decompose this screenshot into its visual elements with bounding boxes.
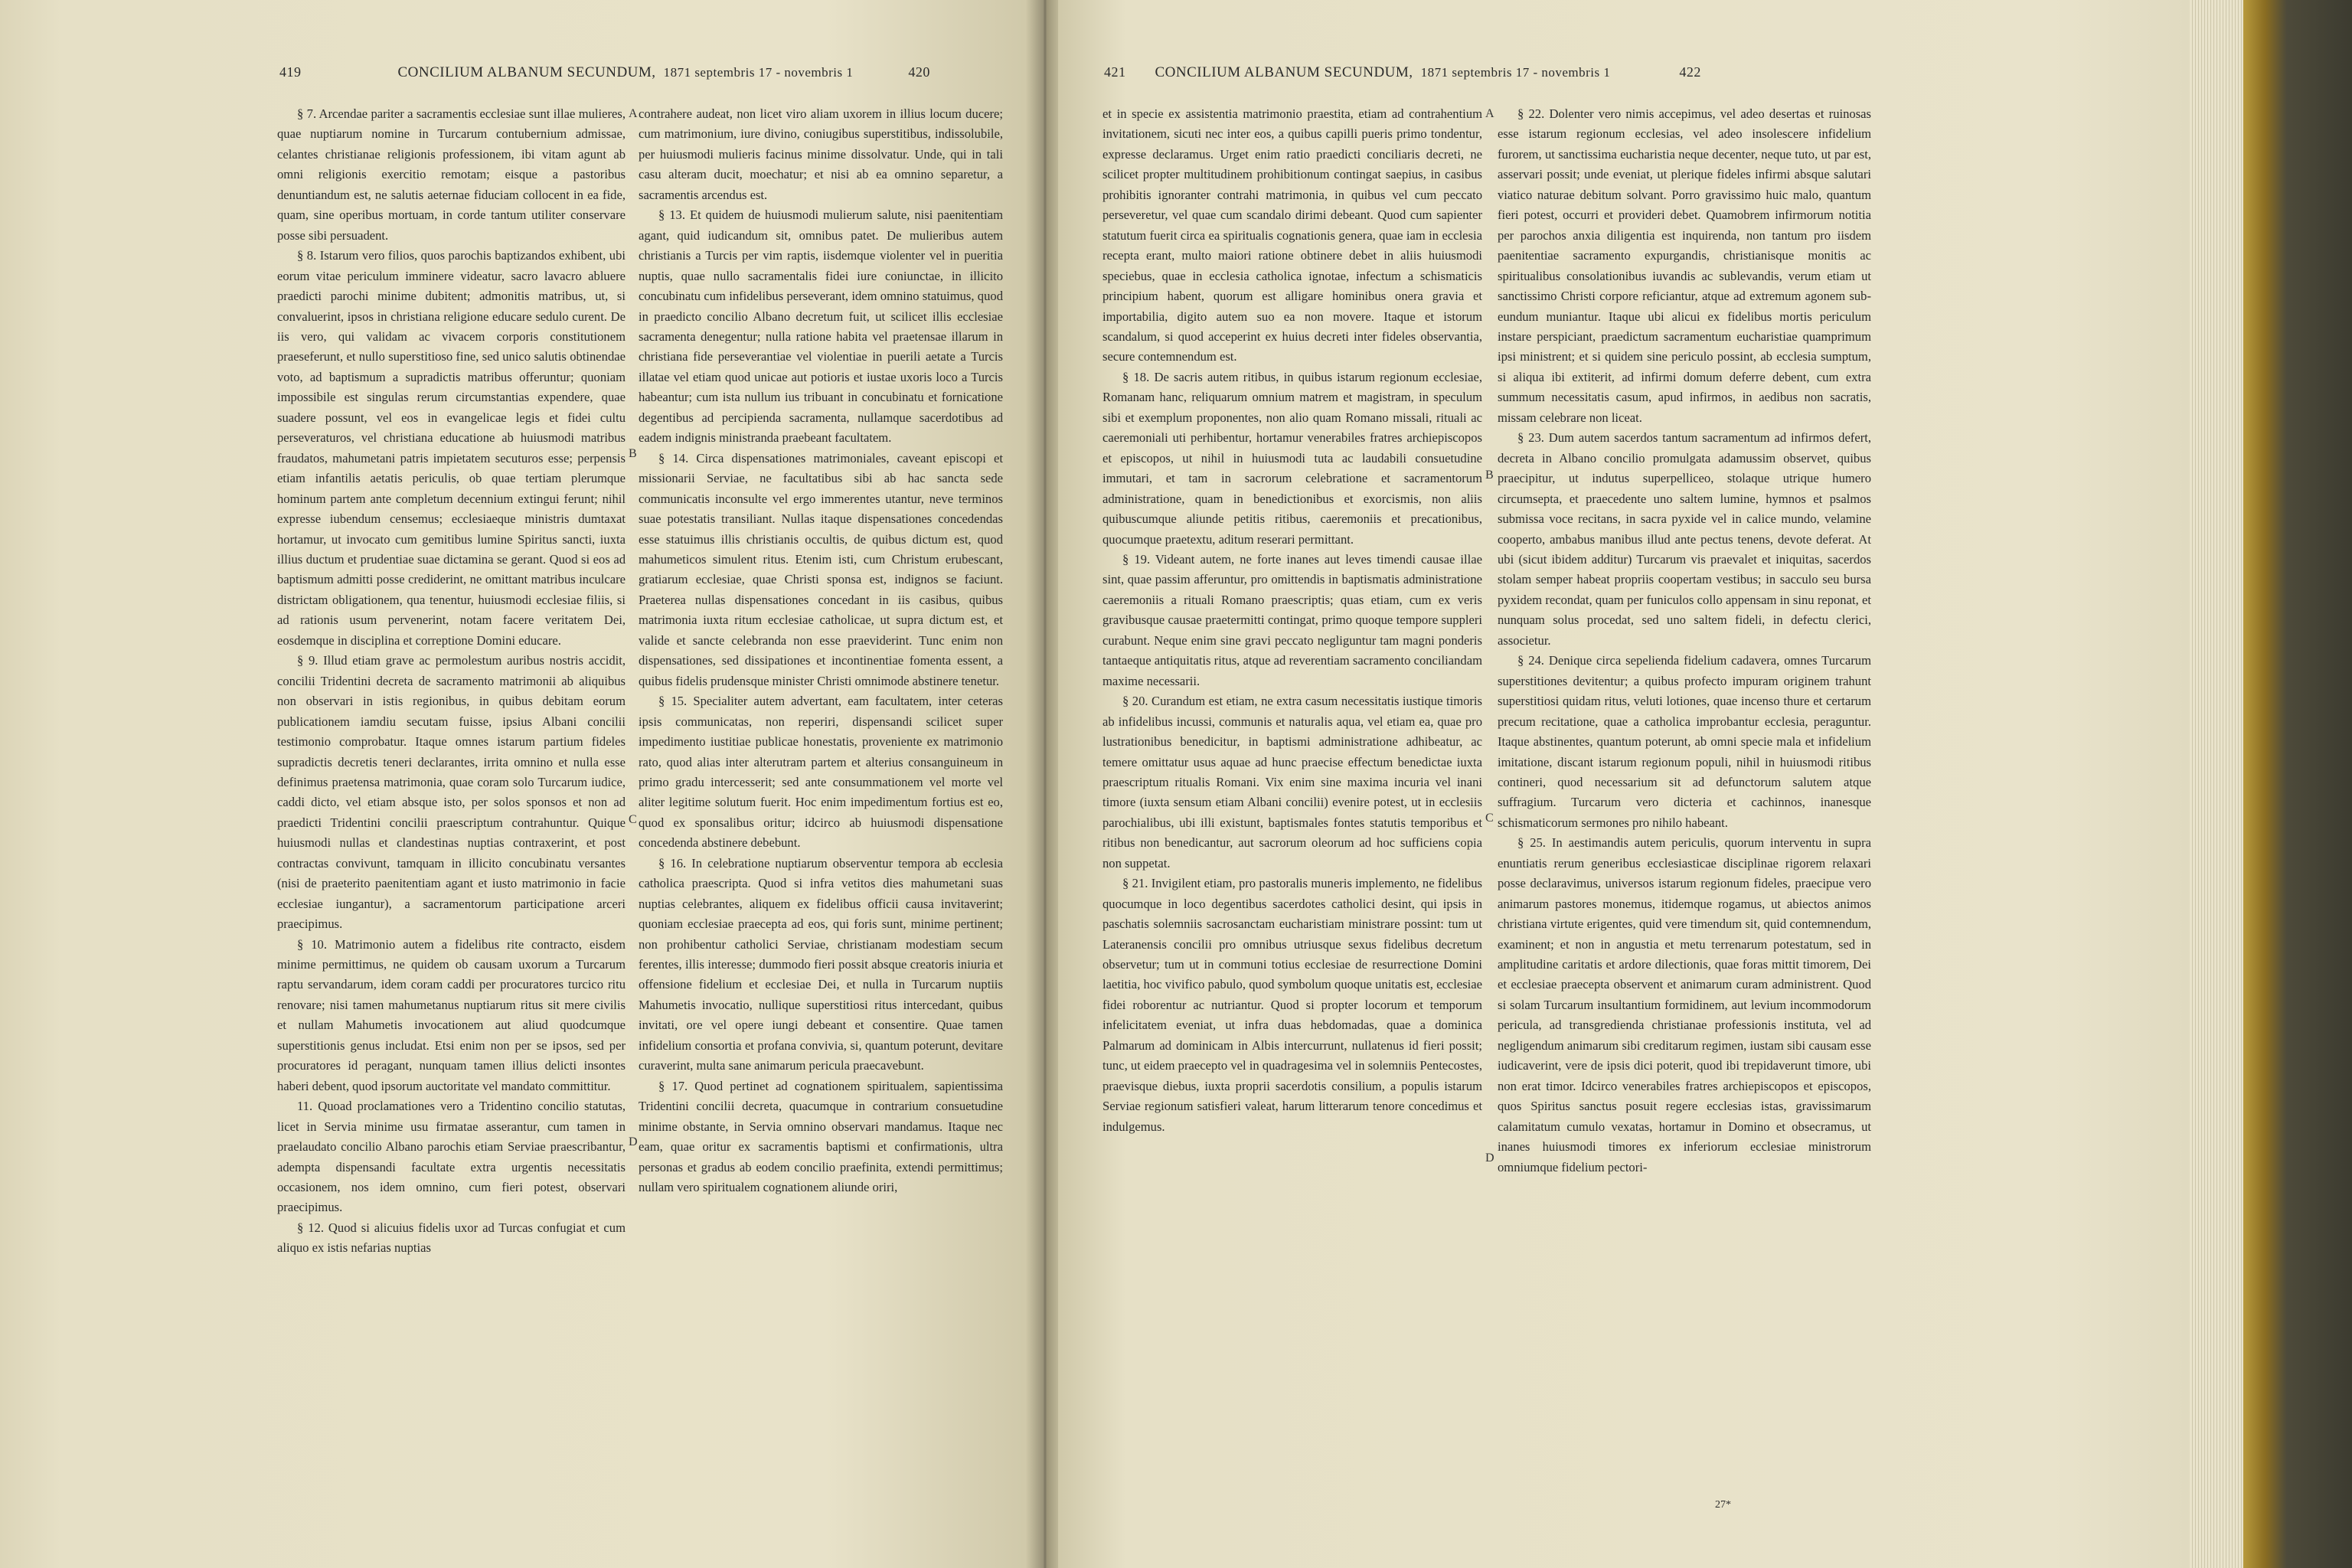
running-dates-right: 1871 septembris 17 - novembris 1 <box>1420 65 1611 80</box>
paragraph: § 25. In aestimandis autem periculis, quorum interventu in supra enuntiatis rerum generibus ecclesiasticae disciplinae rigorem relaxari posse declaravimus, universos istarum regionum fideles, praecipue vero animarum pastores monemus, itidemque rogamus, ut abiectos animos christiana virtute erigentes, quid vere timendum sit, quid contemnendum, examinent; et non in angustia et metu terrenarum potestatum, sed in amplitudine caritatis et ardore dilectionis, quae foras mittit timorem, Dei et ecclesiae praecepta observent et animarum curam administrent. Quod si solam Turcarum insultantium formidinem, aut levium incommodorum pericula, ad transgredienda christianae professionis instituta, vel ad negligendum animarum sibi creditarum regimen, iustam sibi causam esse iudicaverint, vere de ipsis dici poterit, quod ibi trepidaverunt timore, ubi non erat timor. Idcirco venerabiles fratres archiepiscopos et episcopos, quos Spiritus sanctus posuit regere ecclesias istas, gravissimarum calamitatum cumulo vexatas, hortamur in Domino et obsecramus, ut inanes huiusmodi timores ex inferiorum ecclesiae ministrorum omniumque fidelium pectori- <box>1498 835 1871 1174</box>
paragraph: 11. Quoad proclamationes vero a Tridentino concilio statutas, licet in Servia minime usu firmatae asserantur, cum tamen in praelaudato concilio Albano parochis etiam Serviae praescribantur, adempta dispensandi facultate extra urgentis necessitatis occasionem, nos idem omnino, cum fieri potest, observari praecipimus. <box>277 1099 626 1215</box>
paragraph: § 8. Istarum vero filios, quos parochis baptizandos exhibent, ubi eorum vitae periculum imminere videatur, sacro lavacro abluere praedicti parochi minime dubitent; admonitis matribus, ut, si convaluerint, ipsos in christiana religione educare sedulo curent. De iis vero, qui validam ac vivacem corporis constitutionem praeseferunt, et nullo superstitioso fine, sed unico salutis obtinendae voto, ad baptismum a supradictis matribus offeruntur; quoniam impossibile est singulas rerum circumstantias expendere, quae suadere possunt, vel eos in evangelicae legis et fidei cultu perseveraturos, vel christiana educatione ab huiusmodi matribus fraudatos, mahumetani patris impietatem secuturos esse; perpensis etiam infantilis aetatis periculis, ob quae tertiam plerumque hominum partem ante completum decennium extingui ferunt; nihil expresse iubendum censemus; ecclesiaeque ministris dumtaxat hortamur, ut invocato cum gemitibus lumine Spiritus sancti, iuxta illius ductum et prudentiae suae dictamina se gerant. Quod si eos ad baptismum admitti posse crediderint, ne omittant matribus inculcare districtam obligationem, qua tenentur, huiusmodi ecclesiae filiis, si ad rationis usum pervenerint, notam facere veritatem Dei, eosdemque in disciplina et correptione Domini educare. <box>277 248 626 648</box>
right-page <box>1058 0 2190 1568</box>
running-title: CONCILIUM ALBANUM SECUNDUM, <box>397 64 656 80</box>
left-column-a <box>277 104 626 1259</box>
running-dates: 1871 septembris 17 - novembris 1 <box>663 65 854 80</box>
left-column-b <box>639 104 1003 1197</box>
paragraph: § 18. De sacris autem ritibus, in quibus istarum regionum ecclesiae, Romanam hanc, reliquarum omnium matrem et magistram, in speculum sibi et exemplum proponentes, non alio quam Romano missali, rituali ac caeremoniali uti perhibentur, hortamur venerabiles fratres archiepiscopos et episcopos, ut nihil in huiusmodi tuta ac laudabili consuetudine immutari, et tam in sacrorum celebratione et sacramentorum administratione, quam in benedictionibus et exorcismis, non aliis quibuscumque aliunde petitis ritibus, caeremoniis et precationibus, quocumque praetextu, aditum reserari permittant. <box>1102 369 1482 547</box>
paragraph: § 20. Curandum est etiam, ne extra casum necessitatis iustique timoris ab infidelibus incussi, communis et naturalis aqua, vel etiam ea, quae pro lustrationibus benedicitur, in baptismi administratione adhibeatur, ac temere omittatur usus aquae ad hunc praecise effectum benedictae iuxta praescriptum ritualis Romani. Vix enim sine maxima incuria vel inani timore (iuxta sensum etiam Albani concilii) evenire potest, ut in ecclesiis parochialibus, ubi illi existunt, baptismales fontes statutis temporibus et ritibus non benedicantur, aut sacrorum oleorum ad hoc sufficiens copia non suppetat. <box>1102 694 1482 871</box>
paragraph: § 21. Invigilent etiam, pro pastoralis muneris implemento, ne fidelibus quocumque in loco degentibus sacerdotes catholici desint, qui ipsis in paschatis solemniis sacrosanctam eucharistiam ministrare possint: tum ut Lateranensis concilii pro omnibus utriusque sexus fidelibus decretum observetur; tum ut in communi totius ecclesiae de resurrectione Domini laetitia, hoc vivifico pabulo, quod symbolum quoque unitatis est, ecclesiae fidei roborentur ac nutriantur. Quod si propter locorum et temporum infelicitatem eveniat, ut infra duas hebdomadas, quae a dominica Palmarum ad dominicam in Albis intercurrunt, nullatenus id fieri possit; tunc, ut eidem praecepto vel in quadragesima vel in solemniis Pentecostes, praevisque diebus, iuxta proprii sacerdotis consilium, a populis istarum Serviae regionum satisfieri valeat, harum litterarum tenore concedimus et indulgemus. <box>1102 876 1482 1134</box>
left-running-head <box>279 64 969 81</box>
paragraph: § 24. Denique circa sepelienda fidelium cadavera, omnes Turcarum superstitiones devitentur; a quibus profecto impuram originem trahunt superstitiosi quidam ritus, veluti lotiones, quae incenso thure et certarum precum recitatione, quae a catholica improbantur ecclesia, peraguntur. Itaque abstinentes, quantum poterunt, ab omni specie mala et infidelium imitatione, discant istarum regionum populi, nihil in huiusmodi ritibus contineri, quod necessarium sit ad defunctorum salutem atque suffragium. Turcarum vero dicteria et cachinnos, inanesque schismaticorum sermones pro nihilo habeant. <box>1498 653 1871 830</box>
margin-letter-b-right: B <box>1485 469 1494 482</box>
margin-letter-a: A <box>629 107 638 120</box>
right-column-a <box>1102 104 1482 1137</box>
margin-letter-d-right: D <box>1485 1152 1494 1165</box>
paragraph: contrahere audeat, non licet viro aliam uxorem in illius locum ducere; cum matrimonium, iure divino, coniugibus superstitibus, indissolubile, per huiusmodi mulieris facinus minime dissolvatur. Unde, qui in tali casu alteram ducit, moechatur; et nisi ab ea omnino separetur, a sacramentis arcendus est. <box>639 106 1003 202</box>
margin-letter-c: C <box>629 813 637 826</box>
paragraph: § 22. Dolenter vero nimis accepimus, vel adeo desertas et ruinosas esse istarum regionum ecclesias, vel adeo insolescere infidelium furorem, ut sanctissima eucharistia neque decenter, neque tuto, ut par est, asservari possit; unde eveniat, ut plerique fideles infirmi absque salutari viatico naturae debitum solvant. Porro gravissimo huic malo, quantum fieri potest, occurri et provideri debet. Quamobrem infirmorum notitia per parochos anxia diligentia est inquirenda, non tantum pro iisdem paenitentiae sacramento expurgandis, christianisque monitis ac spiritualibus consolationibus iuvandis ac sublevandis, verum etiam ut sanctissimo Christi corpore reficiantur, atque ad extremum agonem sub-eundum muniantur. Itaque ubi alicui ex fidelibus mortis periculum instare perspiciant, praedictum sacramentum eucharistiae quamprimum ipsi ministrent; et si quidem sine periculo possint, ab ecclesia sumptum, si aliqua ibi extiterit, ad infirmi domum deferre debent, cum extra summum necessitatis casum, apud infirmos, in aedibus non sacratis, missam celebrare non liceat. <box>1498 106 1871 425</box>
paragraph: § 16. In celebratione nuptiarum observentur tempora ab ecclesia catholica praescripta. Quod si infra vetitos dies mahumetani suas nuptias celebrantes, aliquem ex fidelibus officii causa invitaverint; quoniam ecclesiae praecepta ad eos, qui foris sunt, minime pertinent; non prohibentur catholici Serviae, christianam modestiam secum ferentes, illis interesse; dummodo fieri possit absque creatoris iniuria et offensione fidelium et ecclesiae Dei, et nulla in Turcarum nuptiis Mahumetis invocatio, nullique superstitiosi ritus intercedant, quibus invitati, ore vel opere iungi debeant et consentire. Quae tamen infidelium consortia et profana convivia, si, quantum poterunt, devitare curaverint, multa sane animarum pericula praecavebunt. <box>639 855 1003 1073</box>
paragraph: § 23. Dum autem sacerdos tantum sacramentum ad infirmos defert, decreta in Albano concilio promulgata adamussim observet, quibus praecipitur, ut indutus superpelliceo, stolaque utrique humero circumsepta, et praecedente uno saltem lumine, hymnos et psalmos submissa voce recitans, in sacra pyxide vel in calice mundo, velamine cooperto, ambabus manibus illud ante pectus tenens, devote deferat. At ubi (sicut ibidem additur) Turcarum vis praevalet et iniquitas, sacerdos stolam semper habeat propriis coopertam vestibus; in sacculo seu bursa pyxidem recondat, quam per funiculos collo appensam in sinu reponat, et nunquam solus procedat, sed uno saltem fideli, in defectu clerici, associetur. <box>1498 430 1871 648</box>
margin-letter-a-right: A <box>1485 107 1494 120</box>
paragraph: § 12. Quod si alicuius fidelis uxor ad Turcas confugiat et cum aliquo ex istis nefarias nuptias <box>277 1220 626 1256</box>
paragraph: § 19. Videant autem, ne forte inanes aut leves timendi causae illae sint, quae passim afferuntur, pro omittendis in baptismatis administratione caeremoniis a rituali Romano praescriptis; quas etiam, cum ex veris gravibusque causae praetermitti contingat, primo quoque tempore suppleri curabunt. Neque enim sine gravi peccato negliguntur tam magni ponderis tantaeque antiquitatis ritus, atque ad reverentiam sacramento conciliandam maxime necessarii. <box>1102 551 1482 688</box>
paragraph: § 9. Illud etiam grave ac permolestum auribus nostris accidit, concilii Tridentini decreta de sacramento matrimonii ab aliquibus non observari in istis regionibus, in quibus debitam eorum publicationem iamdiu secutam fuisse, ipsius Albani concilii testimonio comprobatur. Itaque omnes istarum partium fideles supradictis decretis teneri declarantes, irrita omnino et nulla esse definimus praetensa matrimonia, quae coram solo Turcarum iudice, caddi dicto, vel etiam absque isto, per solos sponsos et non ad praedicti Tridentini concilii praescriptum contrahuntur. Quique huiusmodi nullas et clandestinas nuptias contraxerint, et post contractas convivunt, tamquam in illicito concubinatu versantes (nisi de praeterito paenitentiam agant et iusto matrimonio in facie ecclesiae iungantur), a sacramentorum participatione arceri praecipimus. <box>277 653 626 932</box>
paragraph: § 13. Et quidem de huiusmodi mulierum salute, nisi paenitentiam agant, quid iudicandum sit, omnibus patet. De mulieribus autem christianis a Turcis per vim raptis, iisdemque violenter vel in pueritia nuptis, quae nullo sacramentalis fidei iure coniunctae, in illicito concubinatu cum infidelibus perseverant, idem omnino statuimus, quod in praedicto concilio Albano decretum fuit, ut scilicet illis ecclesiae sacramenta denegentur; nulla ratione habita vel praetensae illarum in christiana fide perseverantiae vel violentiae in puerili aetate a Turcis illatae vel etiam quod unicae aut potioris et iustae uxoris loco a Turcis habeantur; cum ista nullum ius tribuant in concubinatu et fornicatione degentibus ad percipienda sacramenta, nullamque sacerdotibus ad eadem indignis ministranda praebeant facultatem. <box>639 207 1003 446</box>
left-page <box>0 0 1032 1568</box>
paragraph: § 17. Quod pertinet ad cognationem spiritualem, sapientissima Tridentini concilii decreta, quacumque in contrarium consuetudine minime obstante, in Servia omnino observari mandamus. Itaque nec eam, quae oritur ex sacramentis baptismi et confirmationis, ultra personas et gradus ab eodem concilio praefinita, extendi permittimus; nullam vero spiritualem cognationem aliunde oriri, <box>639 1078 1003 1195</box>
margin-letter-b: B <box>629 447 637 460</box>
running-title-right: CONCILIUM ALBANUM SECUNDUM, <box>1155 64 1413 80</box>
right-column-b <box>1498 104 1871 1178</box>
margin-letter-d: D <box>629 1135 638 1148</box>
paragraph: § 7. Arcendae pariter a sacramentis ecclesiae sunt illae mulieres, quae nuptiarum nomine in Turcarum contubernium admissae, celantes christianae religionis professionem, ibi vitam agunt ab omni religionis exercitio remotam; eisque a pastoribus denuntiandum est, ne salutis aeternae fiduciam collocent in ea fide, quam, sine operibus mortuam, in corde tantum utiliter conservare posse sibi persuadent. <box>277 106 626 243</box>
paragraph: § 10. Matrimonio autem a fidelibus rite contracto, eisdem minime permittimus, ne quidem ob causam uxorum a Turcarum raptu servandarum, idem coram caddi per procuratores turcico ritu renovare; nisi tamen mahumetanus nuptiarum ritus sit mere civilis et nullam Mahumetis invocationem aut aliud quodcumque superstitionis genus includat. Etsi enim non per se ipsos, sed per procuratores id peragant, nunquam tamen illius delicti insontes haberi debent, quod ipsorum auctoritate vel mandato committitur. <box>277 936 626 1093</box>
right-running-head <box>1104 64 1893 81</box>
margin-letter-c-right: C <box>1485 812 1494 825</box>
paragraph: § 14. Circa dispensationes matrimoniales, caveant episcopi et missionarii Serviae, ne facultatibus sibi ab hac sancta sede communicatis inconsulte vel ergo immerentes utantur, neve terminos suae potestatis transiliant. Nullas itaque dispensationes concedendas esse statuimus illis christianis occultis, de quibus dictum est, quod mahumeticos simulent ritus. Etenim isti, cum Christum erubescant, gratiarum ecclesiae, quae Christi sponsa est, indignos se faciunt. Praeterea nullas dispensationes concedant in iis casibus, quibus matrimonia iuxta ritum ecclesiae catholicae, ut supra dictum est, et valide et sancte celebranda non esse praeviderint. Tunc enim non dispensationes, sed dissipationes et incontinentiae fomenta essent, a quibus fidelis prudensque minister Christi omnimode abstinere tenetur. <box>639 450 1003 688</box>
page-number-421: 421 <box>1104 64 1126 80</box>
page-number-419: 419 <box>279 64 302 80</box>
page-number-420: 420 <box>908 64 930 80</box>
page-number-422: 422 <box>1679 64 1701 80</box>
paragraph: et in specie ex assistentia matrimonio praestita, etiam ad contrahentium invitationem, sicuti nec inter eos, a quibus capilli pueris primo tondentur, expresse declaramus. Urget enim ratio praedicti conciliaris decreti, ne scilicet propter multitudinem prohibitionum contingat saepius, in casibus prohibitis ignoranter contrahi matrimonia, in quibus vel cum peccato perseveretur, vel quae cum scandalo dirimi debeant. Quod cum sapienter statutum fuerit circa ea spiritualis cognationis genera, quae iam in ecclesia recepta erant, multo maiori ratione obtinere debet in aliis huiusmodi speciebus, quae in ecclesia catholica ignotae, infectum a schismaticis principium habent, quorum est alligare hominibus onera gravia et importabilia, digito autem suo ea non movere. Itaque et istorum scandalum, si quod acceperint ex huius decreti inter fideles observantia, secure contemnendum est. <box>1102 106 1482 364</box>
paragraph: § 15. Specialiter autem advertant, eam facultatem, inter ceteras ipsis communicatas, non reperiri, dispensandi scilicet super impedimento iustitiae publicae honestatis, proveniente ex matrimonio rato, quod alias inter alterutram partem et alterius consanguineum in primo gradu intercesserit; sed ante consummationem vel morte vel aliter legitime solutum fuerit. Hoc enim impedimentum fortius est eo, quod ex sponsalibus oritur; idcirco ab huiusmodi dispensatione concedenda abstinere debebunt. <box>639 694 1003 851</box>
book-cover-edge <box>2243 0 2352 1568</box>
signature-mark: 27* <box>1715 1499 1731 1511</box>
